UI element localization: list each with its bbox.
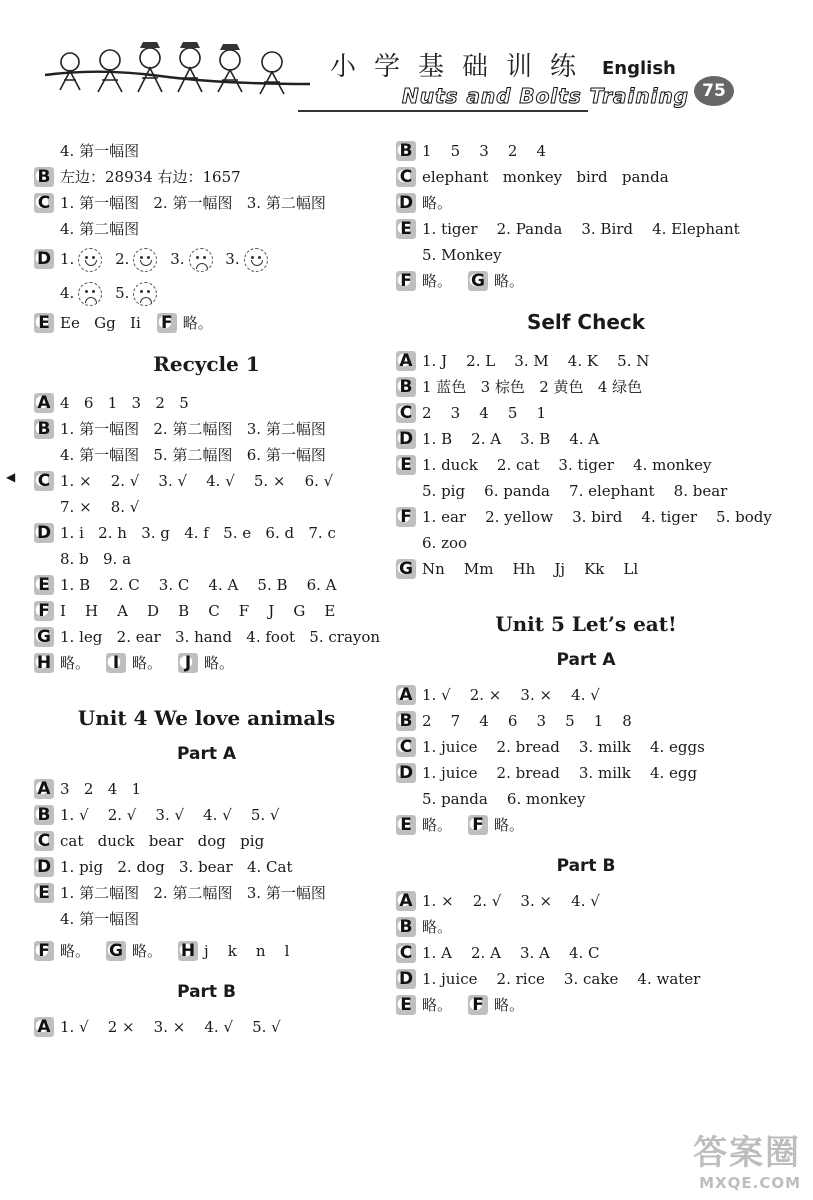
book-title-chinese: 小学基础训练 — [330, 52, 595, 82]
letter-badge: A — [396, 351, 416, 371]
right-column — [396, 138, 776, 1018]
section-title-unit-5: Unit 5 Let’s eat! — [495, 612, 677, 636]
answer-item-D — [34, 520, 379, 572]
answer-text: 1. √ 2 × 3. × 4. √ 5. √ — [60, 1018, 281, 1036]
answer-item-A — [34, 1014, 379, 1040]
section-title-recycle-1: Recycle 1 — [153, 352, 260, 376]
letter-badge: F — [468, 995, 488, 1015]
answer-text: 略。 — [132, 942, 163, 960]
letter-badge: E — [396, 455, 416, 475]
answer-text: 5. panda 6. monkey — [422, 790, 586, 808]
section-title-unit-4: Unit 4 We love animals — [77, 706, 336, 730]
answer-item-E — [34, 310, 379, 336]
answer-item-A — [34, 390, 379, 416]
letter-badge: F — [468, 815, 488, 835]
answer-text: 2 3 4 5 1 — [422, 404, 547, 422]
answer-text: 略。 — [182, 314, 213, 332]
watermark-url: MXQE.COM — [699, 1174, 801, 1192]
part-a-title: Part A — [176, 744, 237, 764]
answer-text: 1. × 2. √ 3. × 4. √ — [422, 892, 600, 910]
answer-text: 1. B 2. A 3. B 4. A — [422, 430, 600, 448]
answer-item-E — [396, 992, 776, 1018]
letter-badge: C — [34, 471, 54, 491]
answer-item-F — [34, 938, 379, 964]
answer-text: 4 6 1 3 2 5 — [60, 394, 189, 412]
answer-text: 1. A 2. A 3. A 4. C — [422, 944, 600, 962]
letter-badge: E — [396, 995, 416, 1015]
answer-text: 1. √ 2. × 3. × 4. √ — [422, 686, 600, 704]
header-banner — [30, 40, 730, 110]
answer-item-A — [396, 348, 776, 374]
answer-text: 略。 — [60, 654, 91, 672]
answer-text: 4. 第一幅图 5. 第二幅图 6. 第一幅图 — [60, 446, 326, 464]
letter-badge: E — [396, 815, 416, 835]
answer-line: 4. 第一幅图 — [60, 142, 140, 160]
letter-badge: B — [396, 917, 416, 937]
answer-text: 1. 第一幅图 2. 第二幅图 3. 第二幅图 — [60, 420, 326, 438]
answer-text: 4. 第一幅图 — [60, 910, 140, 928]
answer-item-E — [34, 880, 379, 932]
face-label: 4. — [60, 284, 75, 302]
letter-badge: G — [106, 941, 126, 961]
children-illustration — [40, 40, 320, 100]
letter-badge: A — [396, 891, 416, 911]
answer-item-E — [396, 216, 776, 268]
letter-badge: C — [396, 943, 416, 963]
answer-item-F — [396, 268, 776, 294]
answer-item-G — [396, 556, 776, 582]
letter-badge: D — [396, 969, 416, 989]
answer-item-D — [396, 760, 776, 812]
letter-badge: C — [396, 737, 416, 757]
answer-item-B — [34, 802, 379, 828]
answer-item-C — [396, 400, 776, 426]
answer-item-C — [34, 468, 379, 520]
answer-item-E — [396, 452, 776, 504]
face-label: 1. — [60, 250, 75, 268]
letter-badge: E — [34, 575, 54, 595]
letter-badge: F — [34, 941, 54, 961]
letter-badge: B — [396, 711, 416, 731]
letter-badge: F — [34, 601, 54, 621]
book-title-english: English — [602, 58, 676, 79]
letter-badge: D — [34, 523, 54, 543]
letter-badge: F — [396, 271, 416, 291]
letter-badge: C — [34, 193, 54, 213]
letter-badge: A — [34, 393, 54, 413]
answer-item-B — [396, 708, 776, 734]
answer-text: 略。 — [494, 996, 525, 1014]
answer-text: j k n l — [204, 942, 290, 960]
answer-text: Ee Gg Ii — [60, 314, 141, 332]
letter-badge: H — [178, 941, 198, 961]
answer-text: 1. pig 2. dog 3. bear 4. Cat — [60, 858, 293, 876]
answer-text: 略。 — [60, 942, 91, 960]
letter-badge: D — [34, 249, 54, 269]
answer-item-C — [34, 190, 379, 242]
answer-text: 1. duck 2. cat 3. tiger 4. monkey — [422, 456, 712, 474]
left-column — [34, 138, 379, 1040]
answer-text: 1 蓝色 3 棕色 2 黄色 4 绿色 — [422, 378, 643, 396]
face-label: 3. — [225, 250, 240, 268]
sad-face-icon — [78, 282, 102, 306]
face-row — [60, 276, 276, 310]
letter-badge: B — [396, 141, 416, 161]
answer-item-D — [396, 426, 776, 452]
answer-item-B — [34, 416, 379, 468]
section-title-self-check: Self Check — [526, 310, 646, 334]
answer-text: 1. juice 2. rice 3. cake 4. water — [422, 970, 701, 988]
answer-text: 1. J 2. L 3. M 4. K 5. N — [422, 352, 650, 370]
answer-item-H — [34, 650, 379, 676]
part-b-title: Part B — [177, 982, 236, 1002]
answer-item-D — [34, 242, 379, 310]
face-label: 3. — [170, 250, 185, 268]
answer-item-D — [396, 190, 776, 216]
smiley-face-icon — [133, 248, 157, 272]
book-subtitle: Nuts and Bolts Training — [402, 84, 689, 108]
answer-item-B — [34, 164, 379, 190]
answer-text: 略。 — [422, 194, 453, 212]
margin-arrow-icon: ◀ — [6, 470, 16, 484]
answer-text: 略。 — [494, 272, 525, 290]
answer-item-C — [396, 734, 776, 760]
face-label: 2. — [115, 250, 130, 268]
answer-text: 1. leg 2. ear 3. hand 4. foot 5. crayon — [60, 628, 381, 646]
answer-text: 左边：28934 右边：1657 — [60, 168, 241, 186]
answer-text: 1. juice 2. bread 3. milk 4. eggs — [422, 738, 705, 756]
face-label: 5. — [115, 284, 130, 302]
letter-badge: E — [34, 883, 54, 903]
watermark — [693, 1125, 801, 1192]
answer-text: 1. × 2. √ 3. √ 4. √ 5. × 6. √ — [60, 472, 334, 490]
smiley-face-icon — [78, 248, 102, 272]
letter-badge: B — [34, 167, 54, 187]
answer-text: 1 5 3 2 4 — [422, 142, 547, 160]
answer-text: elephant monkey bird panda — [422, 168, 669, 186]
answer-text: 略。 — [422, 996, 453, 1014]
letter-badge: D — [396, 763, 416, 783]
answer-item-B — [396, 374, 776, 400]
smiley-face-icon — [244, 248, 268, 272]
answer-text: Nn Mm Hh Jj Kk Ll — [422, 560, 639, 578]
answer-text: 略。 — [422, 272, 453, 290]
part-a-title: Part A — [556, 650, 616, 670]
letter-badge: B — [34, 805, 54, 825]
answer-text: 1. √ 2. √ 3. √ 4. √ 5. √ — [60, 806, 280, 824]
answer-item-D — [396, 966, 776, 992]
answer-text: I H A D B C F J G E — [60, 602, 336, 620]
answer-item-F — [34, 598, 379, 624]
letter-badge: J — [178, 653, 198, 673]
letter-badge: B — [34, 419, 54, 439]
sad-face-icon — [133, 282, 157, 306]
answer-item-E — [34, 572, 379, 598]
answer-item-B — [396, 138, 776, 164]
answer-text: 7. × 8. √ — [60, 498, 140, 516]
answer-text: cat duck bear dog pig — [60, 832, 265, 850]
letter-badge: I — [106, 653, 126, 673]
letter-badge: B — [396, 377, 416, 397]
letter-badge: E — [396, 219, 416, 239]
answer-item-C — [396, 940, 776, 966]
part-b-title: Part B — [556, 856, 616, 876]
answer-text: 略。 — [422, 918, 453, 936]
answer-item-B — [396, 914, 776, 940]
letter-badge: G — [34, 627, 54, 647]
letter-badge: C — [396, 403, 416, 423]
answer-text: 1. ear 2. yellow 3. bird 4. tiger 5. body — [422, 508, 772, 526]
answer-text: 1. tiger 2. Panda 3. Bird 4. Elephant — [422, 220, 740, 238]
answer-text: 4. 第二幅图 — [60, 220, 140, 238]
letter-badge: D — [396, 193, 416, 213]
letter-badge: G — [396, 559, 416, 579]
answer-item-A — [34, 776, 379, 802]
answer-item-D — [34, 854, 379, 880]
answer-text: 略。 — [204, 654, 235, 672]
answer-text: 1. B 2. C 3. C 4. A 5. B 6. A — [60, 576, 337, 594]
answer-item-E — [396, 812, 776, 838]
answer-text: 6. zoo — [422, 534, 468, 552]
answer-item-F — [396, 504, 776, 556]
letter-badge: A — [34, 779, 54, 799]
answer-text: 1. juice 2. bread 3. milk 4. egg — [422, 764, 698, 782]
page-number: 75 — [694, 76, 734, 106]
answer-item-G — [34, 624, 379, 650]
header-rule — [298, 110, 588, 112]
answer-item-A — [396, 682, 776, 708]
letter-badge: F — [396, 507, 416, 527]
letter-badge: H — [34, 653, 54, 673]
sad-face-icon — [189, 248, 213, 272]
answer-item-C — [34, 828, 379, 854]
answer-text: 略。 — [494, 816, 525, 834]
answer-text: 2 7 4 6 3 5 1 8 — [422, 712, 632, 730]
letter-badge: A — [396, 685, 416, 705]
answer-item-C — [396, 164, 776, 190]
letter-badge: D — [34, 857, 54, 877]
answer-text: 略。 — [422, 816, 453, 834]
answer-item-A — [396, 888, 776, 914]
answer-text: 1. 第一幅图 2. 第一幅图 3. 第二幅图 — [60, 194, 326, 212]
letter-badge: C — [396, 167, 416, 187]
answer-text: 略。 — [132, 654, 163, 672]
letter-badge: F — [157, 313, 177, 333]
letter-badge: A — [34, 1017, 54, 1037]
letter-badge: D — [396, 429, 416, 449]
answer-text: 5. Monkey — [422, 246, 502, 264]
answer-text: 3 2 4 1 — [60, 780, 142, 798]
letter-badge: C — [34, 831, 54, 851]
answer-text: 1. i 2. h 3. g 4. f 5. e 6. d 7. c — [60, 524, 336, 542]
answer-text: 5. pig 6. panda 7. elephant 8. bear — [422, 482, 728, 500]
answer-text: 1. 第二幅图 2. 第二幅图 3. 第一幅图 — [60, 884, 326, 902]
answer-text: 8. b 9. a — [60, 550, 132, 568]
face-row — [60, 242, 276, 276]
letter-badge: G — [468, 271, 488, 291]
letter-badge: E — [34, 313, 54, 333]
watermark-logo: 答案圈 — [693, 1133, 801, 1173]
